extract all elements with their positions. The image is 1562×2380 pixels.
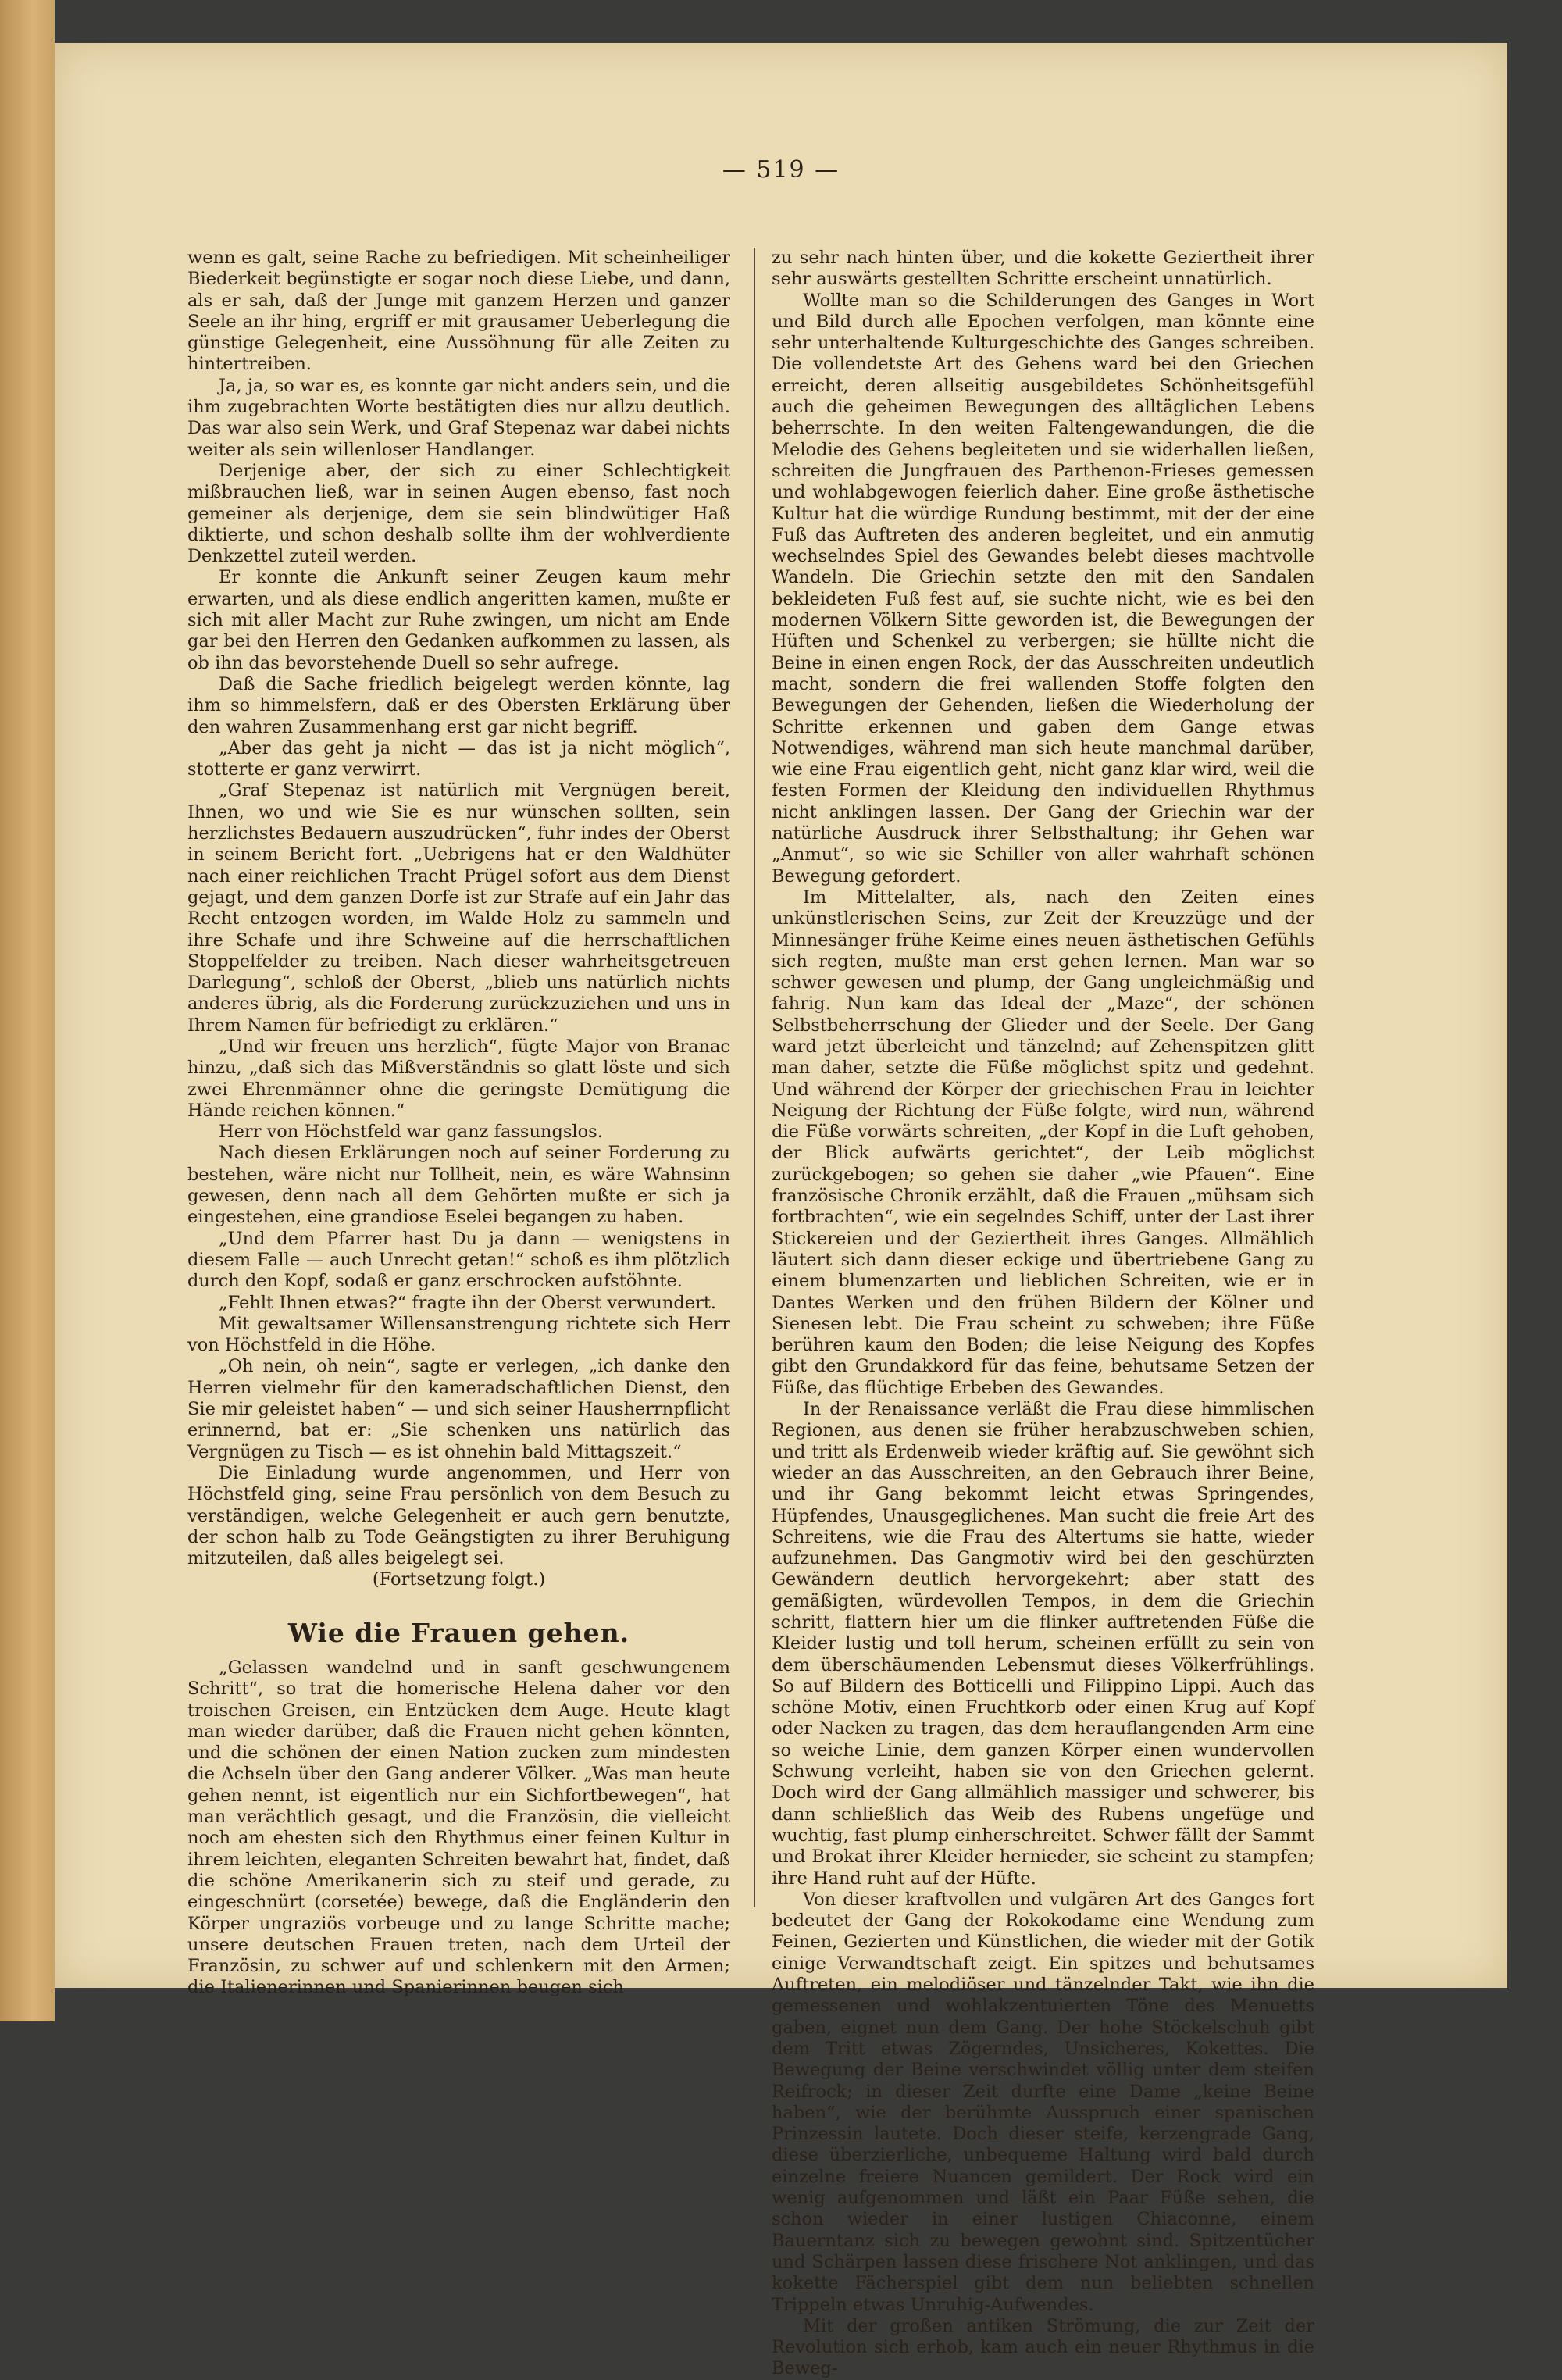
article-paragraph: zu sehr nach hinten über, und die kokette Geziertheit ihrer sehr auswärts gestellten Schritte erscheint unnatürlich.: [772, 248, 1314, 290]
column-divider: [754, 248, 755, 1907]
paragraph: wenn es galt, seine Rache zu befriedigen. Mit scheinheiliger Biederkeit begünstigte er sogar noch diese Liebe, und dann, als er sah, daß der Junge mit ganzem Herzen und ganzer Seele an ihr hing, ergriff er mit grausamer Ueberlegung die günstige Gelegenheit, eine Aussöhnung für alle Zeiten zu hintertreiben.: [187, 248, 730, 375]
paragraph: „Graf Stepenaz ist natürlich mit Vergnügen bereit, Ihnen, wo und wie Sie es nur wünschen sollten, sein herzlichstes Bedauern auszudrücken“, fuhr indes der Oberst in seinem Bericht fort. „Uebrigens hat er den Waldhüter nach einer reichlichen Tracht Prügel sofort aus dem Dienst gejagt, und dem ganzen Dorfe ist zur Strafe auf ein Jahr das Recht entzogen worden, im Walde Holz zu sammeln und ihre Schafe und ihre Schweine auf die herrschaftlichen Stoppelfelder zu treiben. Nach dieser wahrheitsgetreuen Darlegung“, schloß der Oberst, „blieb uns natürlich nichts anderes übrig, als die Forderung zurückzuziehen und uns in Ihrem Namen für befriedigt zu erklären.“: [187, 780, 730, 1036]
paragraph: „Und dem Pfarrer hast Du ja dann — wenigstens in diesem Falle — auch Unrecht getan!“ schoß es ihm plötzlich durch den Kopf, sodaß er ganz erschrocken aufstöhnte.: [187, 1228, 730, 1292]
paragraph: Daß die Sache friedlich beigelegt werden könnte, lag ihm so himmelsfern, daß er des Obersten Erklärung über den wahren Zusammenhang erst gar nicht begriff.: [187, 673, 730, 737]
paragraph: Er konnte die Ankunft seiner Zeugen kaum mehr erwarten, und als diese endlich angeritten kamen, mußte er sich mit aller Macht zur Ruhe zwingen, um nicht am Ende gar bei den Herren den Gedanken aufkommen zu lassen, als ob ihn das bevorstehende Duell so sehr aufrege.: [187, 567, 730, 673]
article-title: Wie die Frauen gehen.: [287, 1617, 630, 1648]
article-paragraph: Mit der großen antiken Strömung, die zur Zeit der Revolution sich erhob, kam auch ein neuer Rhythmus in die Beweg-: [772, 2315, 1314, 2379]
paragraph: „Aber das geht ja nicht — das ist ja nicht möglich“, stotterte er ganz verwirrt.: [187, 737, 730, 780]
page-number: — 519 —: [722, 156, 840, 184]
paragraph: „Oh nein, oh nein“, sagte er verlegen, „ich danke den Herren vielmehr für den kameradschaftlichen Dienst, den Sie mir geleistet haben“ — und sich seiner Hausherrnpflicht erinnernd, bat er: „Sie schenken uns natürlich das Vergnügen zu Tisch — es ist ohnehin bald Mittagszeit.“: [187, 1356, 730, 1462]
paragraph: „Fehlt Ihnen etwas?“ fragte ihn der Oberst verwundert.: [219, 1292, 717, 1313]
paragraph: Ja, ja, so war es, es konnte gar nicht anders sein, und die ihm zugebrachten Worte bestätigten dies nur allzu deutlich. Das war also sein Werk, und Graf Stepenaz war dabei nichts weiter als sein willenloser Handlanger.: [187, 375, 730, 460]
newspaper-page: [55, 43, 1507, 2379]
paragraph: Herr von Höchstfeld war ganz fassungslos.: [219, 1122, 603, 1143]
continuation-note: (Fortsetzung folgt.): [372, 1569, 546, 1590]
paragraph: Derjenige aber, der sich zu einer Schlechtigkeit mißbrauchen ließ, war in seinen Augen ebenso, fast noch gemeiner als derjenige, dem sie sein blindwütiger Haß diktierte, und schon deshalb sollte ihm der wohlverdiente Denkzettel zuteil werden.: [187, 460, 730, 567]
paragraph: Die Einladung wurde angenommen, und Herr von Höchstfeld ging, seine Frau persönlich von dem Besuch zu verständigen, welche Gelegenheit er auch gern benutzte, der schon halb zu Tode Geängstigten zu ihrer Beruhigung mitzuteilen, daß alles beigelegt sei.: [187, 1462, 730, 1569]
article-paragraph: Wollte man so die Schilderungen des Ganges in Wort und Bild durch alle Epochen verfolgen, man könnte eine sehr unterhaltende Kulturgeschichte des Ganges schreiben. Die vollendetste Art des Gehens ward bei den Griechen erreicht, deren allseitig ausgebildetes Schönheitsgefühl auch die geheimen Bewegungen des alltäglichen Lebens beherrschte. In den weiten Faltengewandungen, die die Melodie des Gehens begleiteten und sie widerhallen ließen, schreiten die Jungfrauen des Parthenon-Frieses gemessen und wohlabgewogen feierlich daher. Eine große ästhetische Kultur hat die würdige Rundung bestimmt, mit der der eine Fuß das Auftreten des anderen begleitet, und ein anmutig wechselndes Spiel des Gewandes belebt dieses machtvolle Wandeln. Die Griechin setzte den mit den Sandalen bekleideten Fuß fest auf, sie suchte nicht, wie es bei den modernen Völkern Sitte geworden ist, die Bewegungen der Hüften und Schenkel zu verbergen; sie hüllte nicht die Beine in einen engen Rock, der das Ausschreiten undeutlich macht, sondern die frei wallenden Stoffe folgten den Bewegungen der Gehenden, ließen die Wiederholung der Schritte erkennen und gaben dem Gange etwas Notwendiges, während man sich heute manchmal darüber, wie eine Frau eigentlich geht, nicht ganz klar wird, weil die festen Formen der Kleidung den individuellen Rhythmus nicht anklingen lassen. Der Gang der Griechin war der natürliche Ausdruck ihrer Selbsthaltung; ihr Gehen war „Anmut“, so wie sie Schiller von aller wahrhaft schönen Bewegung gefordert.: [772, 290, 1314, 887]
right-column: [772, 248, 1314, 2379]
article-paragraph: Von dieser kraftvollen und vulgären Art des Ganges fort bedeutet der Gang der Rokokodame eine Wendung zum Feinen, Gezierten und Künstlichen, die wieder mit der Gotik einige Verwandtschaft zeigt. Ein spitzes und behutsames Auftreten, ein melodiöser und tänzelnder Takt, wie ihn die gemessenen und wohlakzentuierten Töne des Menuetts gaben, eignet nun dem Gang. Der hohe Stöckelschuh gibt dem Tritt etwas Zögerndes, Unsicheres, Kokettes. Die Bewegung der Beine verschwindet völlig unter dem steifen Reifrock; in dieser Zeit durfte eine Dame „keine Beine haben“, wie der berühmte Ausspruch einer spanischen Prinzessin lautete. Doch dieser steife, kerzengrade Gang, diese überzierliche, unbequeme Haltung wird bald durch einzelne freiere Nuancen gemildert. Der Rock wird ein wenig aufgenommen und läßt ein Paar Füße sehen, die schon wieder in einer lustigen Chiaconne, einem Bauerntanz sich zu bewegen gewohnt sind. Spitzentücher und Schärpen lassen diese frischere Not anklingen, und das kokette Fächerspiel gibt dem nun beliebten schnellen Trippeln etwas Unruhig-Aufwendes.: [772, 1889, 1314, 2315]
paragraph: Nach diesen Erklärungen noch auf seiner Forderung zu bestehen, wäre nicht nur Tollheit, nein, es wäre Wahnsinn gewesen, denn nach all dem Gehörten mußte er sich ja eingestehen, eine grandiose Eselei begangen zu haben.: [187, 1143, 730, 1228]
adjacent-page-edge: [0, 0, 55, 2021]
article-paragraph: In der Renaissance verläßt die Frau diese himmlischen Regionen, aus denen sie früher herabzuschweben schien, und tritt als Erdenweib wieder kräftig auf. Sie gewöhnt sich wieder an das Ausschreiten, an den Gebrauch ihrer Beine, und ihr Gang bekommt leicht etwas Springendes, Hüpfendes, Unausgeglichenes. Man sucht die freie Art des Schreitens, wie die Frau des Altertums sie hatte, wieder aufzunehmen. Das Gangmotiv wird bei den geschürzten Gewändern deutlich hervorgekehrt; aber statt des gemäßigten, würdevollen Tempos, in dem die Griechin schritt, flattern hier um die flinker auftretenden Füße die Kleider lustig und toll herum, scheinen erfüllt zu sein von dem überschäumenden Lebensmut dieses Völkerfrühlings. So auf Bildern des Botticelli und Filippino Lippi. Auch das schöne Motiv, einen Fruchtkorb oder einen Krug auf Kopf oder Nacken zu tragen, das dem herauflangenden Arm eine so weiche Linie, dem ganzen Körper einen wundervollen Schwung verleiht, haben sie von den Griechen gelernt. Doch wird der Gang allmählich massiger und schwerer, bis dann schließlich das Weib des Rubens ungefüge und wuchtig, fast plump einherschreitet. Schwer fällt der Sammt und Brokat ihrer Kleider hernieder, sie scheint zu stampfen; ihre Hand ruht auf der Hüfte.: [772, 1399, 1314, 1889]
paragraph: Mit gewaltsamer Willensanstrengung richtete sich Herr von Höchstfeld in die Höhe.: [187, 1313, 730, 1356]
article-paragraph: „Gelassen wandelnd und in sanft geschwungenem Schritt“, so trat die homerische Helena daher vor den troischen Greisen, ein Entzücken dem Auge. Heute klagt man wieder darüber, daß die Frauen nicht gehen könnten, und die schönen der einen Nation zucken zum mindesten die Achseln über den Gang anderer Völker. „Was man heute gehen nennt, ist eigentlich nur ein Sichfortbewegen“, hat man verächtlich gesagt, und die Französin, die vielleicht noch am ehesten sich den Rhythmus einer feinen Kultur in ihrem leichten, eleganten Schreiten bewahrt hat, findet, daß die schöne Amerikanerin sich zu steif und gerade, zu eingeschnürt (corsetée) bewege, daß die Engländerin den Körper ungraziös vorbeuge und zu lange Schritte mache; unsere deutschen Frauen treten, nach dem Urteil der Französin, zu schwer auf und schlenkern mit den Armen; die Italienerinnen und Spanierinnen beugen sich: [187, 1657, 730, 1998]
paragraph: „Und wir freuen uns herzlich“, fügte Major von Branac hinzu, „daß sich das Mißverständnis so glatt löste und sich zwei Ehrenmänner ohne die geringste Demütigung die Hände reichen können.“: [187, 1036, 730, 1121]
left-column: [187, 248, 730, 1998]
article-paragraph: Im Mittelalter, als, nach den Zeiten eines unkünstlerischen Seins, zur Zeit der Kreuzzüge und der Minnesänger frühe Keime eines neuen ästhetischen Gefühls sich regten, mußte man erst gehen lernen. Man war so schwer gewesen und plump, der Gang ungleichmäßig und fahrig. Nun kam das Ideal der „Maze“, der schönen Selbstbeherrschung der Glieder und der Seele. Der Gang ward jetzt überleicht und tänzelnd; auf Zehenspitzen glitt man daher, setzte die Füße möglichst spitz und gedehnt. Und während der Körper der griechischen Frau in leichter Neigung der Richtung der Füße folgte, wird nun, während die Füße vorwärts schreiten, „der Kopf in die Luft gehoben, der Blick aufwärts gerichtet“, der Leib möglichst zurückgebogen; so gehen sie daher „wie Pfauen“. Eine französische Chronik erzählt, daß die Frauen „mühsam sich fortbrachten“, wie ein segelndes Schiff, unter der Last ihrer Stickereien und der Geziertheit ihres Ganges. Allmählich läutert sich dann dieser eckige und übertriebene Gang zu einem blumenzarten und lieblichen Schreiten, wie er in Dantes Werken und den frühen Bildern der Kölner und Sienesen lebt. Die Frau scheint zu schweben; ihre Füße berühren kaum den Boden; die leise Neigung des Kopfes gibt den Grundakkord für das feine, behutsame Setzen der Füße, das flüchtige Erbeben des Gewandes.: [772, 887, 1314, 1398]
